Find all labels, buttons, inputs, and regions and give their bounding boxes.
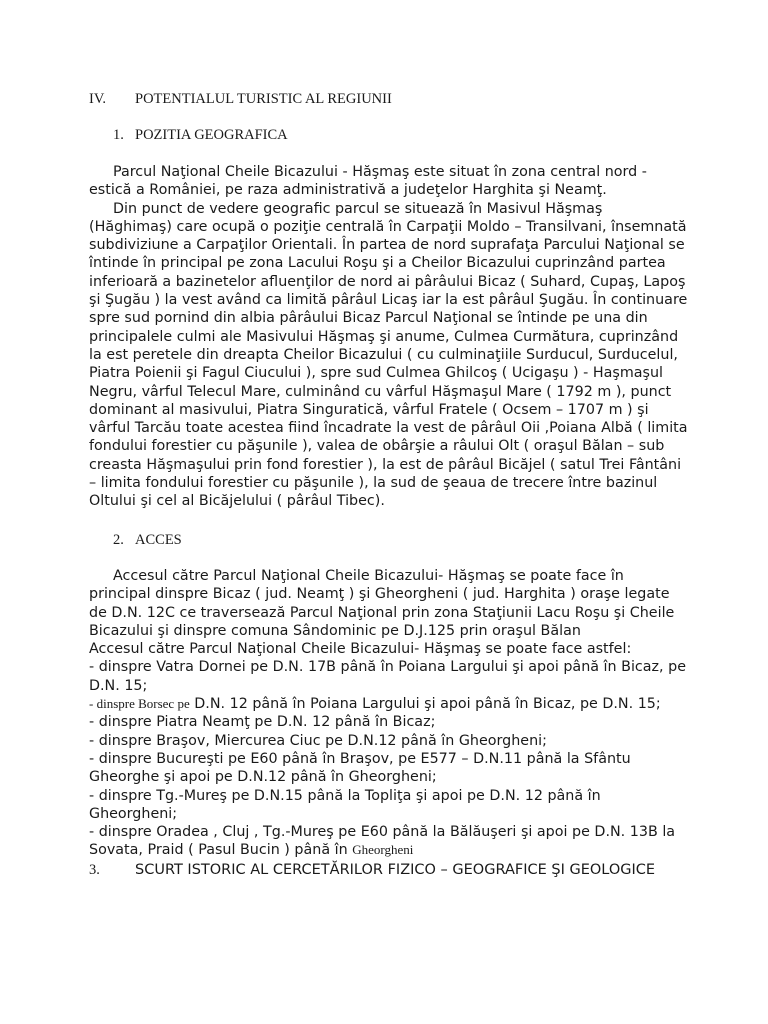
route-2	[89, 695, 689, 713]
route-3: - dinspre Piatra Neamţ pe D.N. 12 până în Bicaz;	[89, 714, 436, 731]
section-3-title: SCURT ISTORIC AL CERCETĂRILOR FIZICO – GEOGRAFICE ŞI GEOLOGICE	[135, 862, 656, 878]
section-1-title: POZITIA GEOGRAFICA	[135, 127, 288, 143]
section-1-body	[89, 163, 689, 511]
section-3-number: 3.	[89, 862, 100, 878]
section-2-paragraph-1: Accesul către Parcul Naţional Cheile Bicazului- Hăşmaş se poate face în principal dinspre Bicaz ( jud. Neamţ ) şi Gheorgheni ( jud. Harghita ) oraşe legate de D.N. 12C ce traversează Parcul Naţional prin zona Staţiunii Lacu Roşu şi Cheile Bicazului şi dinspre comuna Sândominic pe D.J.125 prin oraşul Bălan	[89, 568, 675, 639]
section-1-paragraph-2: Din punct de vedere geografic parcul se situează în Masivul Hăşmaş (Hăghimaş) care ocupă o poziţie centrală în Carpaţii Moldo – Transilvani, însemnată subdiviziune a Carpaţilor Orientali. În partea de nord suprafaţa Parcului Naţional se întinde în principal pe zona Lacului Roşu şi a Cheilor Bicazului cuprinzând partea inferioară a bazinetelor afluenţilor de nord ai pârâului Bicaz ( Suhard, Cupaş, Lapoş şi Şugău ) la vest având ca limită pârâul Licaş iar la est pârâul Şugău. În continuare spre sud pornind din albia pârâului Bicaz Parcul Naţional se întinde pe una din principalele culmi ale Masivului Hăşmaş şi anume, Culmea Curmătura, cuprinzând la est peretele din dreapta Cheilor Bicazului ( cu culminaţiile Surducul, Surducelul, Piatra Poienii şi Fagul Ciucului ), spre sud Culmea Ghilcoş ( Ucigaşu ) - Haşmaşul Negru, vârful Telecul Mare, culminând cu vârful Hăşmaşul Mare ( 1792 m ), punct dominant al masivului, Piatra Singuratică, vârful Fratele ( Ocsem – 1707 m ) şi vârful Tarcău toate acestea fiind încadrate la vest de pârâul Oii ,Poiana Albă ( limita fondului forestier cu păşunile ), valea de obârşie a râului Olt ( oraşul Bălan – sub creasta Hăşmaşului prin fond forestier ), la est de pârâul Bicăjel ( satul Trei Fântâni – limita fondului forestier cu păşunile ), la sud de şeaua de trecere între bazinul Oltului şi cel al Bicăjelului ( pârâul Tibec).	[89, 200, 688, 510]
section-2-body	[89, 567, 689, 860]
chapter-number: IV.	[89, 91, 107, 107]
section-1-paragraph-1: Parcul Naţional Cheile Bicazului - Hăşmaş este situat în zona central nord - estică a României, pe raza administrativă a judeţelor Harghita şi Neamţ.	[89, 164, 647, 199]
route-4: - dinspre Braşov, Miercurea Ciuc pe D.N.12 până în Gheorgheni;	[89, 732, 547, 749]
route-6: - dinspre Tg.-Mureş pe D.N.15 până la Topliţa şi apoi pe D.N. 12 până în Gheorgheni;	[89, 787, 601, 822]
section-2-intro: Accesul către Parcul Naţional Cheile Bicazului- Hăşmaş se poate face astfel:	[89, 641, 632, 658]
route-1: - dinspre Vatra Dornei pe D.N. 17B până în Poiana Largului şi apoi până în Bicaz, pe D.N. 15;	[89, 659, 687, 694]
route-5: - dinspre Bucureşti pe E60 până în Braşov, pe E577 – D.N.11 până la Sfântu Gheorghe şi apoi pe D.N.12 până în Gheorgheni;	[89, 750, 631, 786]
route-2-prefix: - dinspre Borsec pe	[89, 696, 190, 712]
chapter-title: POTENTIALUL TURISTIC AL REGIUNII	[135, 91, 392, 107]
route-7-text: - dinspre Oradea , Cluj , Tg.-Mureş pe E60 până la Bălăuşeri şi apoi pe D.N. 13B la Sovata, Praid ( Pasul Bucin ) până în	[89, 824, 676, 859]
section-1-number: 1.	[113, 127, 124, 143]
section-2-number: 2.	[113, 532, 124, 548]
route-7	[89, 823, 689, 860]
route-7-suffix: Gheorgheni	[352, 842, 414, 858]
section-2-title: ACCES	[135, 532, 182, 548]
route-2-text: D.N. 12 până în Poiana Largului şi apoi până în Bicaz, pe D.N. 15;	[194, 696, 661, 713]
